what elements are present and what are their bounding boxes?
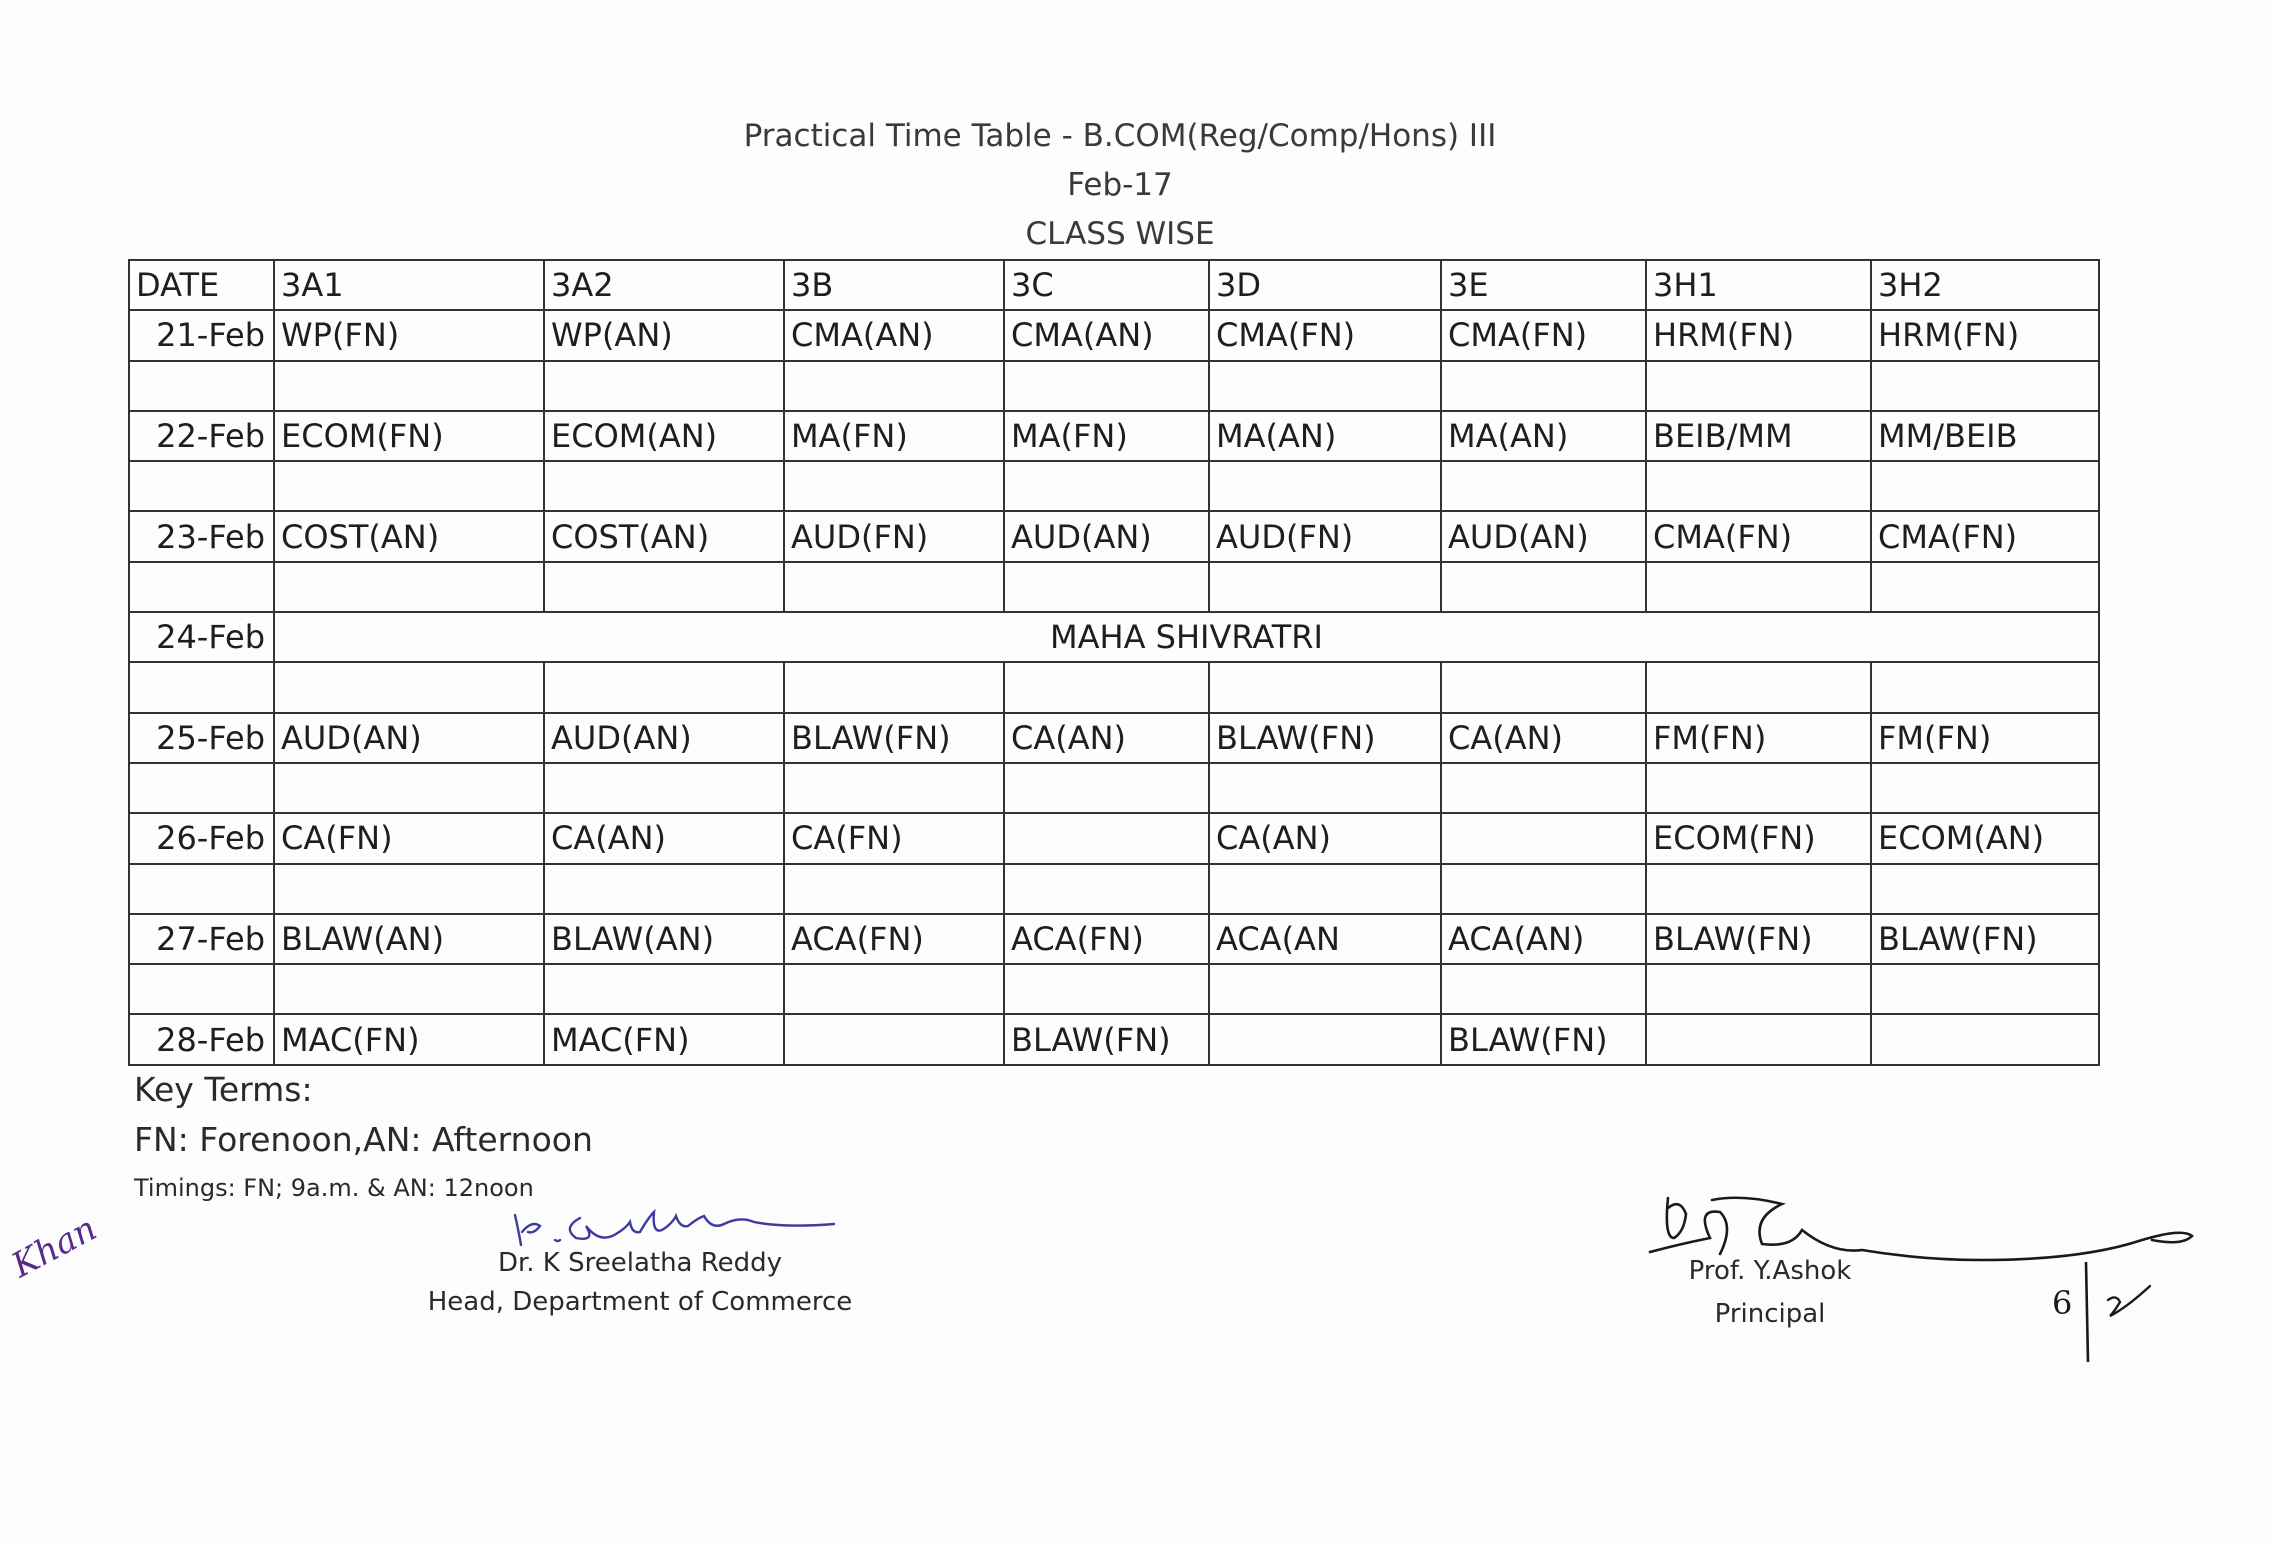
schedule-cell: CMA(FN) <box>1646 511 1871 561</box>
schedule-cell: AUD(FN) <box>1209 511 1441 561</box>
schedule-cell: AUD(FN) <box>784 511 1004 561</box>
row-date: 21-Feb <box>129 310 274 360</box>
column-header-3h1: 3H1 <box>1646 260 1871 310</box>
row-date: 24-Feb <box>129 612 274 662</box>
schedule-cell: MAC(FN) <box>274 1014 544 1064</box>
schedule-cell: BLAW(AN) <box>544 914 784 964</box>
schedule-cell: ECOM(AN) <box>1871 813 2099 863</box>
column-header-3a2: 3A2 <box>544 260 784 310</box>
column-header-date: DATE <box>129 260 274 310</box>
column-header-3b: 3B <box>784 260 1004 310</box>
schedule-cell: MM/BEIB <box>1871 411 2099 461</box>
schedule-cell: CA(FN) <box>784 813 1004 863</box>
schedule-cell: AUD(AN) <box>274 713 544 763</box>
schedule-cell: CA(AN) <box>1441 713 1646 763</box>
holiday-cell: MAHA SHIVRATRI <box>274 612 2099 662</box>
schedule-cell: FM(FN) <box>1871 713 2099 763</box>
schedule-cell: FM(FN) <box>1646 713 1871 763</box>
schedule-cell: BEIB/MM <box>1646 411 1871 461</box>
row-date: 25-Feb <box>129 713 274 763</box>
schedule-cell: ACA(FN) <box>1004 914 1209 964</box>
document-subtitle: CLASS WISE <box>1025 216 1215 252</box>
column-header-3e: 3E <box>1441 260 1646 310</box>
schedule-cell: ACA(AN <box>1209 914 1441 964</box>
schedule-cell: BLAW(FN) <box>1209 713 1441 763</box>
document-month: Feb-17 <box>1067 167 1173 203</box>
hod-signature <box>515 1212 834 1245</box>
schedule-cell: ECOM(AN) <box>544 411 784 461</box>
key-terms-definition: FN: Forenoon,AN: Afternoon <box>134 1120 593 1159</box>
signatory-hod-name: Dr. K Sreelatha Reddy <box>497 1248 783 1278</box>
schedule-cell: BLAW(FN) <box>784 713 1004 763</box>
schedule-cell: CMA(FN) <box>1209 310 1441 360</box>
schedule-cell: CA(AN) <box>1209 813 1441 863</box>
schedule-cell: CMA(FN) <box>1441 310 1646 360</box>
schedule-cell: CA(FN) <box>274 813 544 863</box>
column-header-3c: 3C <box>1004 260 1209 310</box>
column-header-3a1: 3A1 <box>274 260 544 310</box>
schedule-cell: BLAW(FN) <box>1004 1014 1209 1064</box>
margin-initials: Khan <box>5 1208 104 1286</box>
schedule-cell: MA(FN) <box>784 411 1004 461</box>
key-terms-heading: Key Terms: <box>134 1070 313 1109</box>
schedule-cell: MA(FN) <box>1004 411 1209 461</box>
column-header-3h2: 3H2 <box>1871 260 2099 310</box>
row-date: 27-Feb <box>129 914 274 964</box>
schedule-cell: ACA(FN) <box>784 914 1004 964</box>
schedule-cell: MA(AN) <box>1209 411 1441 461</box>
date-note-denominator <box>2108 1286 2150 1316</box>
row-date: 26-Feb <box>129 813 274 863</box>
schedule-cell: CMA(FN) <box>1871 511 2099 561</box>
schedule-cell: BLAW(FN) <box>1646 914 1871 964</box>
schedule-cell: MA(AN) <box>1441 411 1646 461</box>
row-date: 22-Feb <box>129 411 274 461</box>
schedule-cell: ECOM(FN) <box>274 411 544 461</box>
schedule-cell: AUD(AN) <box>1441 511 1646 561</box>
schedule-cell: BLAW(FN) <box>1871 914 2099 964</box>
row-date: 23-Feb <box>129 511 274 561</box>
schedule-cell: BLAW(FN) <box>1441 1014 1646 1064</box>
schedule-cell: CA(AN) <box>544 813 784 863</box>
date-note-slash <box>2086 1262 2088 1362</box>
schedule-cell: ECOM(FN) <box>1646 813 1871 863</box>
document-title: Practical Time Table - B.COM(Reg/Comp/Hons) III <box>743 118 1497 154</box>
date-note-numerator: 6 <box>2052 1284 2073 1322</box>
signatory-principal-title: Principal <box>1714 1299 1826 1329</box>
signatory-hod-title: Head, Department of Commerce <box>427 1287 853 1317</box>
principal-signature <box>1650 1198 2192 1260</box>
schedule-cell: WP(AN) <box>544 310 784 360</box>
schedule-cell: AUD(AN) <box>544 713 784 763</box>
schedule-cell: WP(FN) <box>274 310 544 360</box>
column-header-3d: 3D <box>1209 260 1441 310</box>
schedule-cell: HRM(FN) <box>1871 310 2099 360</box>
schedule-cell: CMA(AN) <box>784 310 1004 360</box>
schedule-cell: AUD(AN) <box>1004 511 1209 561</box>
key-terms-timings: Timings: FN; 9a.m. & AN: 12noon <box>134 1174 534 1202</box>
schedule-cell: CMA(AN) <box>1004 310 1209 360</box>
signatory-principal-name: Prof. Y.Ashok <box>1688 1256 1852 1286</box>
schedule-cell: COST(AN) <box>274 511 544 561</box>
schedule-cell: BLAW(AN) <box>274 914 544 964</box>
schedule-cell: HRM(FN) <box>1646 310 1871 360</box>
schedule-cell: MAC(FN) <box>544 1014 784 1064</box>
schedule-cell: CA(AN) <box>1004 713 1209 763</box>
schedule-cell: COST(AN) <box>544 511 784 561</box>
schedule-cell: ACA(AN) <box>1441 914 1646 964</box>
row-date: 28-Feb <box>129 1014 274 1064</box>
